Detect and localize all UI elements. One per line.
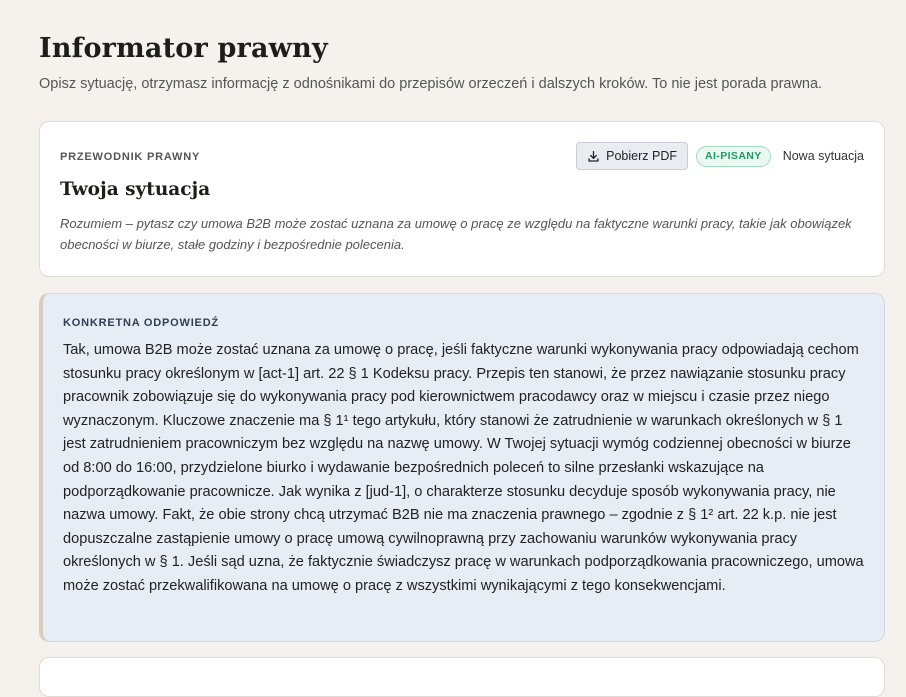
situation-heading: Twoja sytuacja	[60, 179, 211, 200]
guide-section-label: PRZEWODNIK PRAWNY	[60, 151, 201, 163]
page-subtitle: Opisz sytuację, otrzymasz informację z odnośnikami do przepisów orzeczeń i dalszych kroków. To nie jest porada prawna.	[39, 76, 823, 92]
answer-text: Tak, umowa B2B może zostać uznana za umowę o pracę, jeśli faktyczne warunki wykonywania pracy odpowiadają cechom stosunku pracy określonym w [act-1] art. 22 § 1 Kodeksu pracy. Przepis ten stanowi, że przez nawiązanie stosunku pracy pracownik zobowiązuje się do wykonywania pracy pod kierownictwem pracodawcy oraz w miejscu i czasie przez niego wyznaczonym. Kluczowe znaczenie ma § 1¹ tego artykułu, który stanowi że zatrudnienie w warunkach określonych w § 1 jest zatrudnieniem pracowniczym bez względu na nazwę umowy. W Twojej sytuacji wymóg codziennej obecności w biurze od 8:00 do 16:00, przydzielone biurko i wydawanie bezpośrednich poleceń to silne przesłanki wskazujące na podporządkowanie pracownicze. Jak wynika z [jud-1], o charakterze stosunku decyduje sposób wykonywania pracy, nie nazwa umowy. Fakt, że obie strony chcą utrzymać B2B nie ma znaczenia prawnego – zgodnie z § 1² art. 22 k.p. nie jest dopuszczalne zastąpienie umowy o pracę umową cywilnoprawną przy zachowaniu warunków wykonywania pracy określonych w § 1. Jeśli sąd uzna, że faktycznie świadczysz pracę w warunkach podporządkowania pracowniczego, umowa może zostać przekwalifikowana na umowę o pracę z wszystkimi wynikającymi z tego konsekwencjami.	[63, 342, 864, 594]
ai-written-badge: AI-PISANY	[696, 146, 771, 167]
concrete-answer-card	[39, 293, 885, 642]
page-title: Informator prawny	[39, 33, 328, 64]
download-icon	[587, 150, 600, 163]
next-section-card	[39, 657, 885, 697]
answer-section-label: KONKRETNA ODPOWIEDŹ	[63, 317, 219, 329]
download-pdf-label: Pobierz PDF	[606, 149, 677, 163]
legal-guide-card	[39, 121, 885, 277]
new-situation-button[interactable]: Nowa sytuacja	[782, 149, 864, 163]
situation-summary: Rozumiem – pytasz czy umowa B2B może zostać uznana za umowę o pracę ze względu na faktyczne warunki pracy, takie jak obowiązek obecności w biurze, stałe godziny i bezpośrednie polecenia.	[60, 216, 852, 252]
download-pdf-button[interactable]	[576, 142, 688, 170]
guide-actions	[576, 142, 864, 170]
